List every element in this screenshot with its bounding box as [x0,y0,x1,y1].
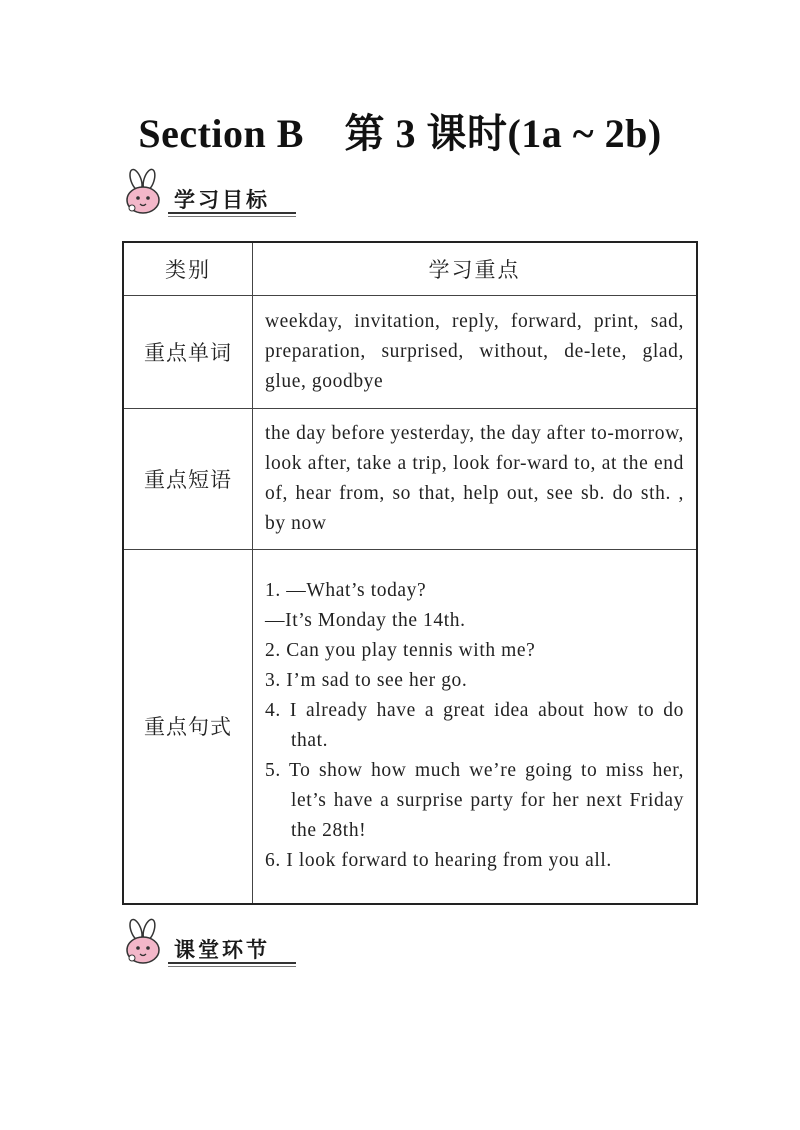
key-phrases-cell: the day before yesterday, the day after to-morrow, look after, take a trip, look for-ward to, at the end of, hear from, so that, help out, see sb. do sth. , by now [253,409,698,550]
row-category-words: 重点单词 [123,296,253,409]
row-category-sentences: 重点句式 [123,550,253,904]
sentence-list [265,576,684,876]
classroom-label: 课堂环节 [174,938,270,962]
list-item [265,636,684,666]
study-focus-table [122,241,698,905]
row-category-phrases: 重点短语 [123,409,253,550]
table-row [123,296,697,409]
header-underline [168,962,296,964]
sentence-5: 5. To show how much we’re going to miss her, let’s have a surprise party for her next Friday the 28th! [265,760,684,842]
header-focus: 学习重点 [253,242,698,296]
list-item [265,846,684,876]
header-category: 类别 [123,242,253,296]
header-underline-thin [168,966,296,967]
list-item [265,696,684,756]
key-words-cell: weekday, invitation, reply, forward, print, sad, preparation, surprised, without, de-lete, glad, glue, goodbye [253,296,698,409]
bunny-mascot-icon [118,168,168,218]
classroom-section-header [118,918,298,974]
table-row [123,550,697,904]
sentence-6: 6. I look forward to hearing from you all. [265,850,612,872]
header-underline-thin [168,216,296,217]
table-row [123,409,697,550]
objectives-label: 学习目标 [174,188,270,212]
sentence-2: 2. Can you play tennis with me? [265,640,536,662]
objectives-section-header [118,168,298,224]
list-item [265,666,684,696]
table-header-row [123,242,697,296]
header-underline [168,212,296,214]
key-sentences-cell [253,550,698,904]
page-title: Section B 第 3 课时(1a ~ 2b) [138,111,662,156]
sentence-4: 4. I already have a great idea about how to do that. [265,700,684,752]
sentence-1-line1: 1. —What’s today? [265,580,427,602]
bunny-mascot-icon [118,918,168,968]
list-item [265,756,684,846]
sentence-3: 3. I’m sad to see her go. [265,670,468,692]
sentence-1-line2: —It’s Monday the 14th. [265,610,466,632]
list-item [265,576,684,636]
